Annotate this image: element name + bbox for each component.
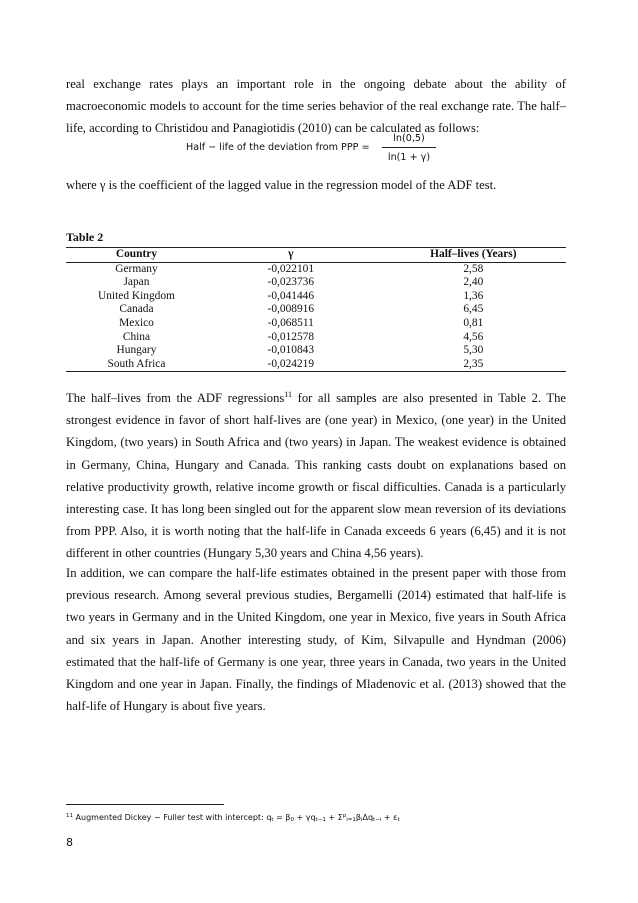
table-row [66, 358, 566, 372]
fraction-bar [382, 147, 436, 148]
table-row [66, 303, 566, 317]
gamma-definition: where γ is the coefficient of the lagged value in the regression model of the ADF test. [66, 178, 497, 192]
page-number: 8 [66, 836, 73, 849]
cell-country: Germany [115, 262, 158, 275]
cell-half-life: 2,40 [463, 276, 484, 289]
table-row [66, 276, 566, 290]
footnote-text: Augmented Dickey − Fuller test with intercept: [75, 813, 264, 822]
table-row [66, 317, 566, 331]
table-header-row [66, 248, 566, 263]
cell-country: South Africa [107, 357, 166, 370]
footnote-equation: $q_t = \beta_0 + \gamma q_{t-1} + \Sigma^p_{i=1}\beta_i\Delta q_{t-i} + \varepsilon_t$ [266, 813, 400, 823]
header-half-lives: Half–lives (Years) [430, 248, 517, 260]
cell-country: China [122, 330, 151, 343]
cell-half-life: 5,30 [463, 344, 484, 357]
cell-half-life: 0,81 [463, 316, 484, 329]
formula-numerator: ln(0,5) [393, 133, 425, 144]
formula-denominator: ln(1 + γ) [387, 152, 431, 163]
cell-country: United Kingdom [98, 289, 175, 302]
header-country: Country [115, 248, 158, 260]
footnote-marker: 11 [66, 813, 73, 819]
body-paragraph-3: In addition, we can compare the half-life estimates obtained in the present paper with those from previous research. Among several previous studies, Bergamelli (2014) estimated that half-life is two years in Germany and in the United Kingdom, one year in Mexico, five years in South Africa and six years in Japan. Another interesting study, of Kim, Silvapulle and Hyndman (2006) estimated that the half-life of Germany is one year, three years in Canada, two years in the United Kingdom and one year in Japan. Finally, the findings of Mladenovic et al. (2013) showed that the half-life of Hungary is about five years. [66, 566, 566, 714]
cell-country: Canada [119, 303, 154, 316]
cell-half-life: 1,36 [463, 289, 484, 302]
cell-country: Hungary [116, 344, 157, 357]
cell-half-life: 2,35 [463, 357, 484, 370]
table-caption: Table 2 [66, 230, 104, 244]
body-paragraph-1: real exchange rates plays an important role in the ongoing debate about the ability of macroeconomic models to account for the time series behavior of the real exchange rate. The half–life, according to Christidou and Panagiotidis (2010) can be calculated as follows: [66, 77, 566, 136]
cell-gamma: -0,012578 [267, 330, 315, 343]
footnote-reference[interactable]: 11 [284, 390, 293, 399]
formula-lhs: Half − life of the deviation from PPP = [186, 142, 370, 153]
cell-gamma: -0,041446 [267, 289, 315, 302]
cell-gamma: -0,068511 [267, 316, 314, 329]
table-row [66, 344, 566, 358]
cell-gamma: -0,010843 [267, 344, 315, 357]
cell-gamma: -0,008916 [267, 303, 315, 316]
table-row [66, 290, 566, 304]
cell-half-life: 2,58 [463, 262, 484, 275]
cell-country: Japan [123, 276, 150, 289]
body-paragraph-2 [66, 387, 566, 565]
cell-half-life: 4,56 [463, 330, 484, 343]
cell-gamma: -0,022101 [267, 262, 315, 275]
paragraph-2-start: The half–lives from the ADF regressions [66, 391, 285, 405]
half-life-table [66, 247, 566, 372]
footnote-divider [66, 804, 224, 805]
cell-gamma: -0,024219 [267, 357, 315, 370]
table-row [66, 262, 566, 276]
table-row [66, 331, 566, 345]
cell-half-life: 6,45 [463, 303, 484, 316]
cell-country: Mexico [119, 316, 154, 329]
half-life-formula [186, 131, 456, 167]
footnote [66, 812, 400, 824]
header-gamma: γ [288, 248, 294, 260]
cell-gamma: -0,023736 [267, 276, 315, 289]
formula-fraction [382, 131, 436, 165]
paragraph-2-rest: for all samples are also presented in Table 2. The strongest evidence in favor of short half-lives are (one year) in Mexico, (one year) in the United Kingdom, (two years) in South Africa and (two years) in Japan. The weakest evidence is obtained in Germany, China, Hungary and Canada. This ranking casts doubt on explanations based on relative productivity growth, relative income growth or fiscal difficulties. Canada is a particularly interesting case. It has long been singled out for the apparent slow mean reversion of its deviations from PPP. Also, it is worth noting that the half-life in Canada exceeds 6 years (6,45) and it is not different in other countries (Hungary 5,30 years and China 4,56 years). [66, 391, 566, 561]
